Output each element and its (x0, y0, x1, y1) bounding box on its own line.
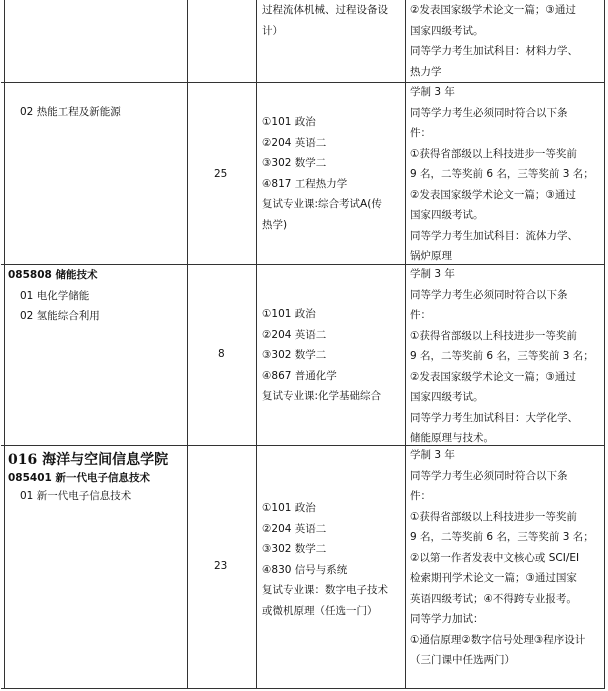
exam-line: 过程流体机械、过程设备设 (262, 4, 388, 16)
major-code-title: 085401 新一代电子信息技术 (8, 472, 150, 484)
note-line: 件： (410, 127, 431, 139)
note-line: 学制 3 年 (410, 86, 455, 98)
note-line: ②以第一作者发表中文核心或 SCI/EI (410, 551, 580, 564)
row-3-exams (262, 498, 388, 621)
school-title: 016 海洋与空间信息学院 (8, 452, 169, 468)
note-line: 件： (410, 309, 431, 321)
exam-line: ③302 数学二 (262, 157, 327, 169)
column-divider-3 (405, 0, 406, 689)
exam-line: ③302 数学二 (262, 349, 327, 361)
note-line: 学制 3 年 (410, 268, 455, 280)
row-2-exams (262, 304, 381, 407)
note-line: 热力学 (410, 65, 442, 78)
exam-line: ①101 政治 (262, 502, 316, 514)
exam-line: ④867 普通化学 (262, 369, 337, 382)
exam-line: 复试专业课:综合考试A(传 (262, 198, 382, 210)
note-line: 同等学力考生必须同时符合以下条 (410, 288, 568, 301)
note-line: 储能原理与技术。 (410, 432, 494, 444)
note-line: 国家四级考试。 (410, 391, 484, 403)
exam-line: ①101 政治 (262, 308, 316, 320)
note-line: 国家四级考试。 (410, 209, 484, 221)
column-divider-2 (256, 0, 257, 689)
exam-line: 计） (262, 24, 283, 37)
exam-line: ①101 政治 (262, 116, 316, 128)
exam-line: ④830 信号与系统 (262, 563, 348, 576)
row-0-exams (262, 0, 388, 41)
note-line: 学制 3 年 (410, 449, 455, 461)
note-line: 9 名，二等奖前 6 名，三等奖前 3 名； (410, 350, 594, 362)
note-line: （三门课中任选两门） (410, 654, 515, 666)
enrollment-count: 23 (214, 560, 228, 572)
note-line: 同等学力考生加试科目：流体力学、 (410, 229, 578, 242)
note-line: ①通信原理②数字信号处理③程序设计 (410, 633, 586, 646)
exam-line: ②204 英语二 (262, 328, 327, 341)
note-line: 锅炉原理 (410, 250, 452, 262)
program-name: 02 热能工程及新能源 (20, 106, 121, 118)
exam-line: ②204 英语二 (262, 522, 327, 535)
exam-line: 热学) (262, 218, 288, 231)
exam-line: 或微机原理（任选一门） (262, 604, 378, 617)
exam-line: ④817 工程热力学 (262, 177, 348, 190)
column-divider-1 (187, 0, 188, 689)
program-name: 02 氢能综合利用 (20, 310, 100, 322)
note-line: 同等学力考生必须同时符合以下条 (410, 469, 568, 482)
row-2-notes (410, 264, 594, 449)
exam-line: ③302 数学二 (262, 543, 327, 555)
major-code-title: 085808 储能技术 (8, 269, 98, 281)
note-line: 国家四级考试。 (410, 24, 484, 37)
note-line: 英语四级考试；④不得跨专业报考。 (410, 592, 577, 605)
note-line: 同等学力加试： (410, 613, 484, 625)
note-line: 检索期刊学术论文一篇；③通过国家 (410, 572, 577, 584)
row-3-notes (410, 445, 594, 671)
exam-line: 复试专业课:化学基础综合 (262, 390, 382, 402)
row-1-notes (410, 82, 594, 267)
note-line: ②发表国家级学术论文一篇；③通过 (410, 188, 576, 201)
table-border-right (604, 0, 605, 689)
note-line: ①获得省部级以上科技进步一等奖前 (410, 329, 577, 342)
note-line: 9 名，二等奖前 6 名，三等奖前 3 名； (410, 531, 594, 543)
enrollment-count: 8 (218, 348, 225, 360)
row-0-notes (410, 0, 578, 82)
exam-line: 复试专业课：数字电子技术 (262, 584, 388, 596)
note-line: ②发表国家级学术论文一篇；③通过 (410, 4, 576, 16)
enrollment-count: 25 (214, 168, 228, 180)
table-border-left (4, 0, 5, 689)
note-line: ①获得省部级以上科技进步一等奖前 (410, 147, 577, 160)
exam-line: ②204 英语二 (262, 136, 327, 149)
note-line: ①获得省部级以上科技进步一等奖前 (410, 510, 577, 523)
note-line: 9 名，二等奖前 6 名，三等奖前 3 名； (410, 168, 594, 180)
note-line: 件： (410, 490, 431, 502)
row-1-exams (262, 112, 382, 235)
program-name: 01 新一代电子信息技术 (20, 490, 132, 502)
note-line: 同等学力考生必须同时符合以下条 (410, 106, 568, 119)
note-line: 同等学力考生加试科目：大学化学、 (410, 411, 578, 424)
table-border-bottom (1, 688, 605, 689)
note-line: ②发表国家级学术论文一篇；③通过 (410, 370, 576, 383)
note-line: 同等学力考生加试科目：材料力学、 (410, 45, 578, 57)
program-name: 01 电化学储能 (20, 290, 90, 302)
